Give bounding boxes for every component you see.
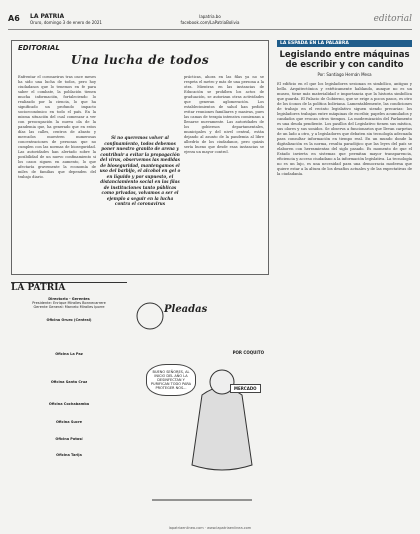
pull-quote: Si no queremos volver al confinamiento, todos debemos poner nuestro granito de arena y contribuir a evitar la propagación del virus, observemos las medidas de bioseguridad, mantengamos el uso del barbijo, el alcohol en gel o en líquido y por supuesto, el distanciamiento social en las filas de instituciones tanto públicas como privadas, volvamos a ser el ejemplo a seguir en la lucha contra el coronavirus [99, 135, 181, 206]
section-name: editorial [373, 14, 412, 24]
column-body: El edificio en el que los legisladores sesionan es simbólico, antiguo y bello. Arquitectónica y estéticamente hablando, aunque no es un museo, tiene más materialidad e importancia que la historia simbólica que guarda. El Palacio de Gobierno, que se erige a pocos pasos, es otro de los íconos de la política boliviana. Lamentablemente, las condiciones de trabajo en el recinto legislativo siguen siendo precarias: los legisladores trabajan entre máquinas de escribir, papeles acumulados y candados que evocan otros tiempos. La modernización del Parlamento es una deuda pendiente. Los pasillos del Legislativo tienen sus mística, sus olores y sus sonidos. Se observa a funcionarios que llevan carpetas de un lado a otro, y a legisladores que debaten sin tecnología adecuada para consultar información en tiempo real. En un mundo donde la digitalización es la norma, resulta paradójico que las leyes del país se elaboren con herramientas del siglo pasado. Es momento de que el Estado invierta en sistemas que permitan mayor transparencia, eficiencia y acceso ciudadano a la información legislativa. La tecnología no es un lujo, es una necesidad para una democracia moderna que quiere estar a la altura de los desafíos actuales y de las expectativas de la ciudadanía. [277, 82, 412, 176]
cartoon-title: Pleadas [164, 304, 208, 315]
masthead-line: Directorio - Gerentes [48, 297, 90, 301]
masthead-line: Oficina La Paz [55, 351, 83, 356]
page-header [8, 14, 412, 30]
masthead-line: Presidente: Enrique Miralles Bonnecarrere [32, 301, 106, 306]
site-url[interactable]: lapatria.bo [199, 14, 221, 19]
opinion-column [277, 40, 412, 530]
cartoon-byline: POR COQUITO [232, 350, 264, 355]
editorial-column-1: Enfrentar el coronavirus tras once meses ha sido una lucha de todos, pero hoy ciudadanos que lo tenemos en fe para saber el combate, la población tienen mucha información, fortaleciendo lo realizado por la ciencia, lo que ha significado un profundo impacto socioeconómico en todo el país. En la misma situación del cual comenzar a ver con preocupación la nueva ola de la pandemia que, ha generado que en estos días las calles, centros de abasto y mercados muestren numerosas concentraciones de personas que no cumplen con las normas de bioseguridad. Las autoridades han alertado sobre la posibilidad de un nuevo confinamiento si los casos siguen en aumento, lo que afectaría gravemente la economía de miles de familias que dependen del trabajo diario. [18, 75, 96, 179]
facebook-url[interactable]: facebook.com/LaPatriaBolivia [180, 20, 240, 25]
column-byline: Por: Santiago Hernán Mesa [317, 72, 372, 77]
editorial-title: Una lucha de todos [70, 53, 210, 67]
masthead [11, 282, 127, 530]
speech-bubble: BUENO SEÑORES, AL INICIO DEL AÑO LA DESINFECTAN Y PURIFICAN TODO PARA PROTEGER NOS... [146, 364, 196, 396]
masthead-line: Oficina Santa Cruz [50, 380, 88, 385]
market-sign: MERCADO [230, 384, 261, 393]
editorial-column-3: prácticas, ahora en las filas ya no se respeta el metro y más de una persona a la otra. Mientras en las instancias de Educación se prohíben los actos de graduación, se autorizan otras actividades que generan aglomeración. Los establecimientos de salud han pedido evitar reuniones familiares y masivas, pues las camas de terapia intensiva comienzan a llenarse nuevamente. Las autoridades de los gobiernos departamentales, municipales y del nivel central, están dejando al asunto de la pandemia al libre albedrío de los ciudadanos, pero quizás sería bueno que desde esas instancias se ejerza un mayor control. [184, 75, 264, 154]
cartoon [132, 300, 268, 528]
masthead-line: Oficina Cochabamba [48, 402, 90, 407]
page-footer: lapatriaenlinea.com · www.lapatriaenlinea.com [168, 526, 252, 530]
cartoon-drawing [132, 300, 268, 528]
masthead-logo: LA PATRIA [11, 283, 66, 293]
masthead-line: Gerente General: Marcelo Miralles Iporre [33, 305, 105, 310]
paper-name: LA PATRIA [30, 13, 65, 20]
issue-date: Oruro, domingo 3 de enero de 2021 [30, 20, 102, 25]
page-number: A6 [8, 14, 20, 23]
editorial-box [11, 40, 269, 275]
masthead-line: Oficina Tarija [56, 452, 82, 457]
editorial-label: EDITORIAL [18, 44, 60, 52]
masthead-line: Oficina Sucre [55, 420, 83, 425]
column-title: Legislando entre máquinas de escribir y con candito [279, 50, 410, 70]
masthead-line: Oficina Oruro (Central) [46, 317, 92, 322]
column-banner: LA ESPADA EN LA PALABRA [277, 40, 412, 47]
masthead-line: Oficina Potosí [55, 436, 83, 441]
